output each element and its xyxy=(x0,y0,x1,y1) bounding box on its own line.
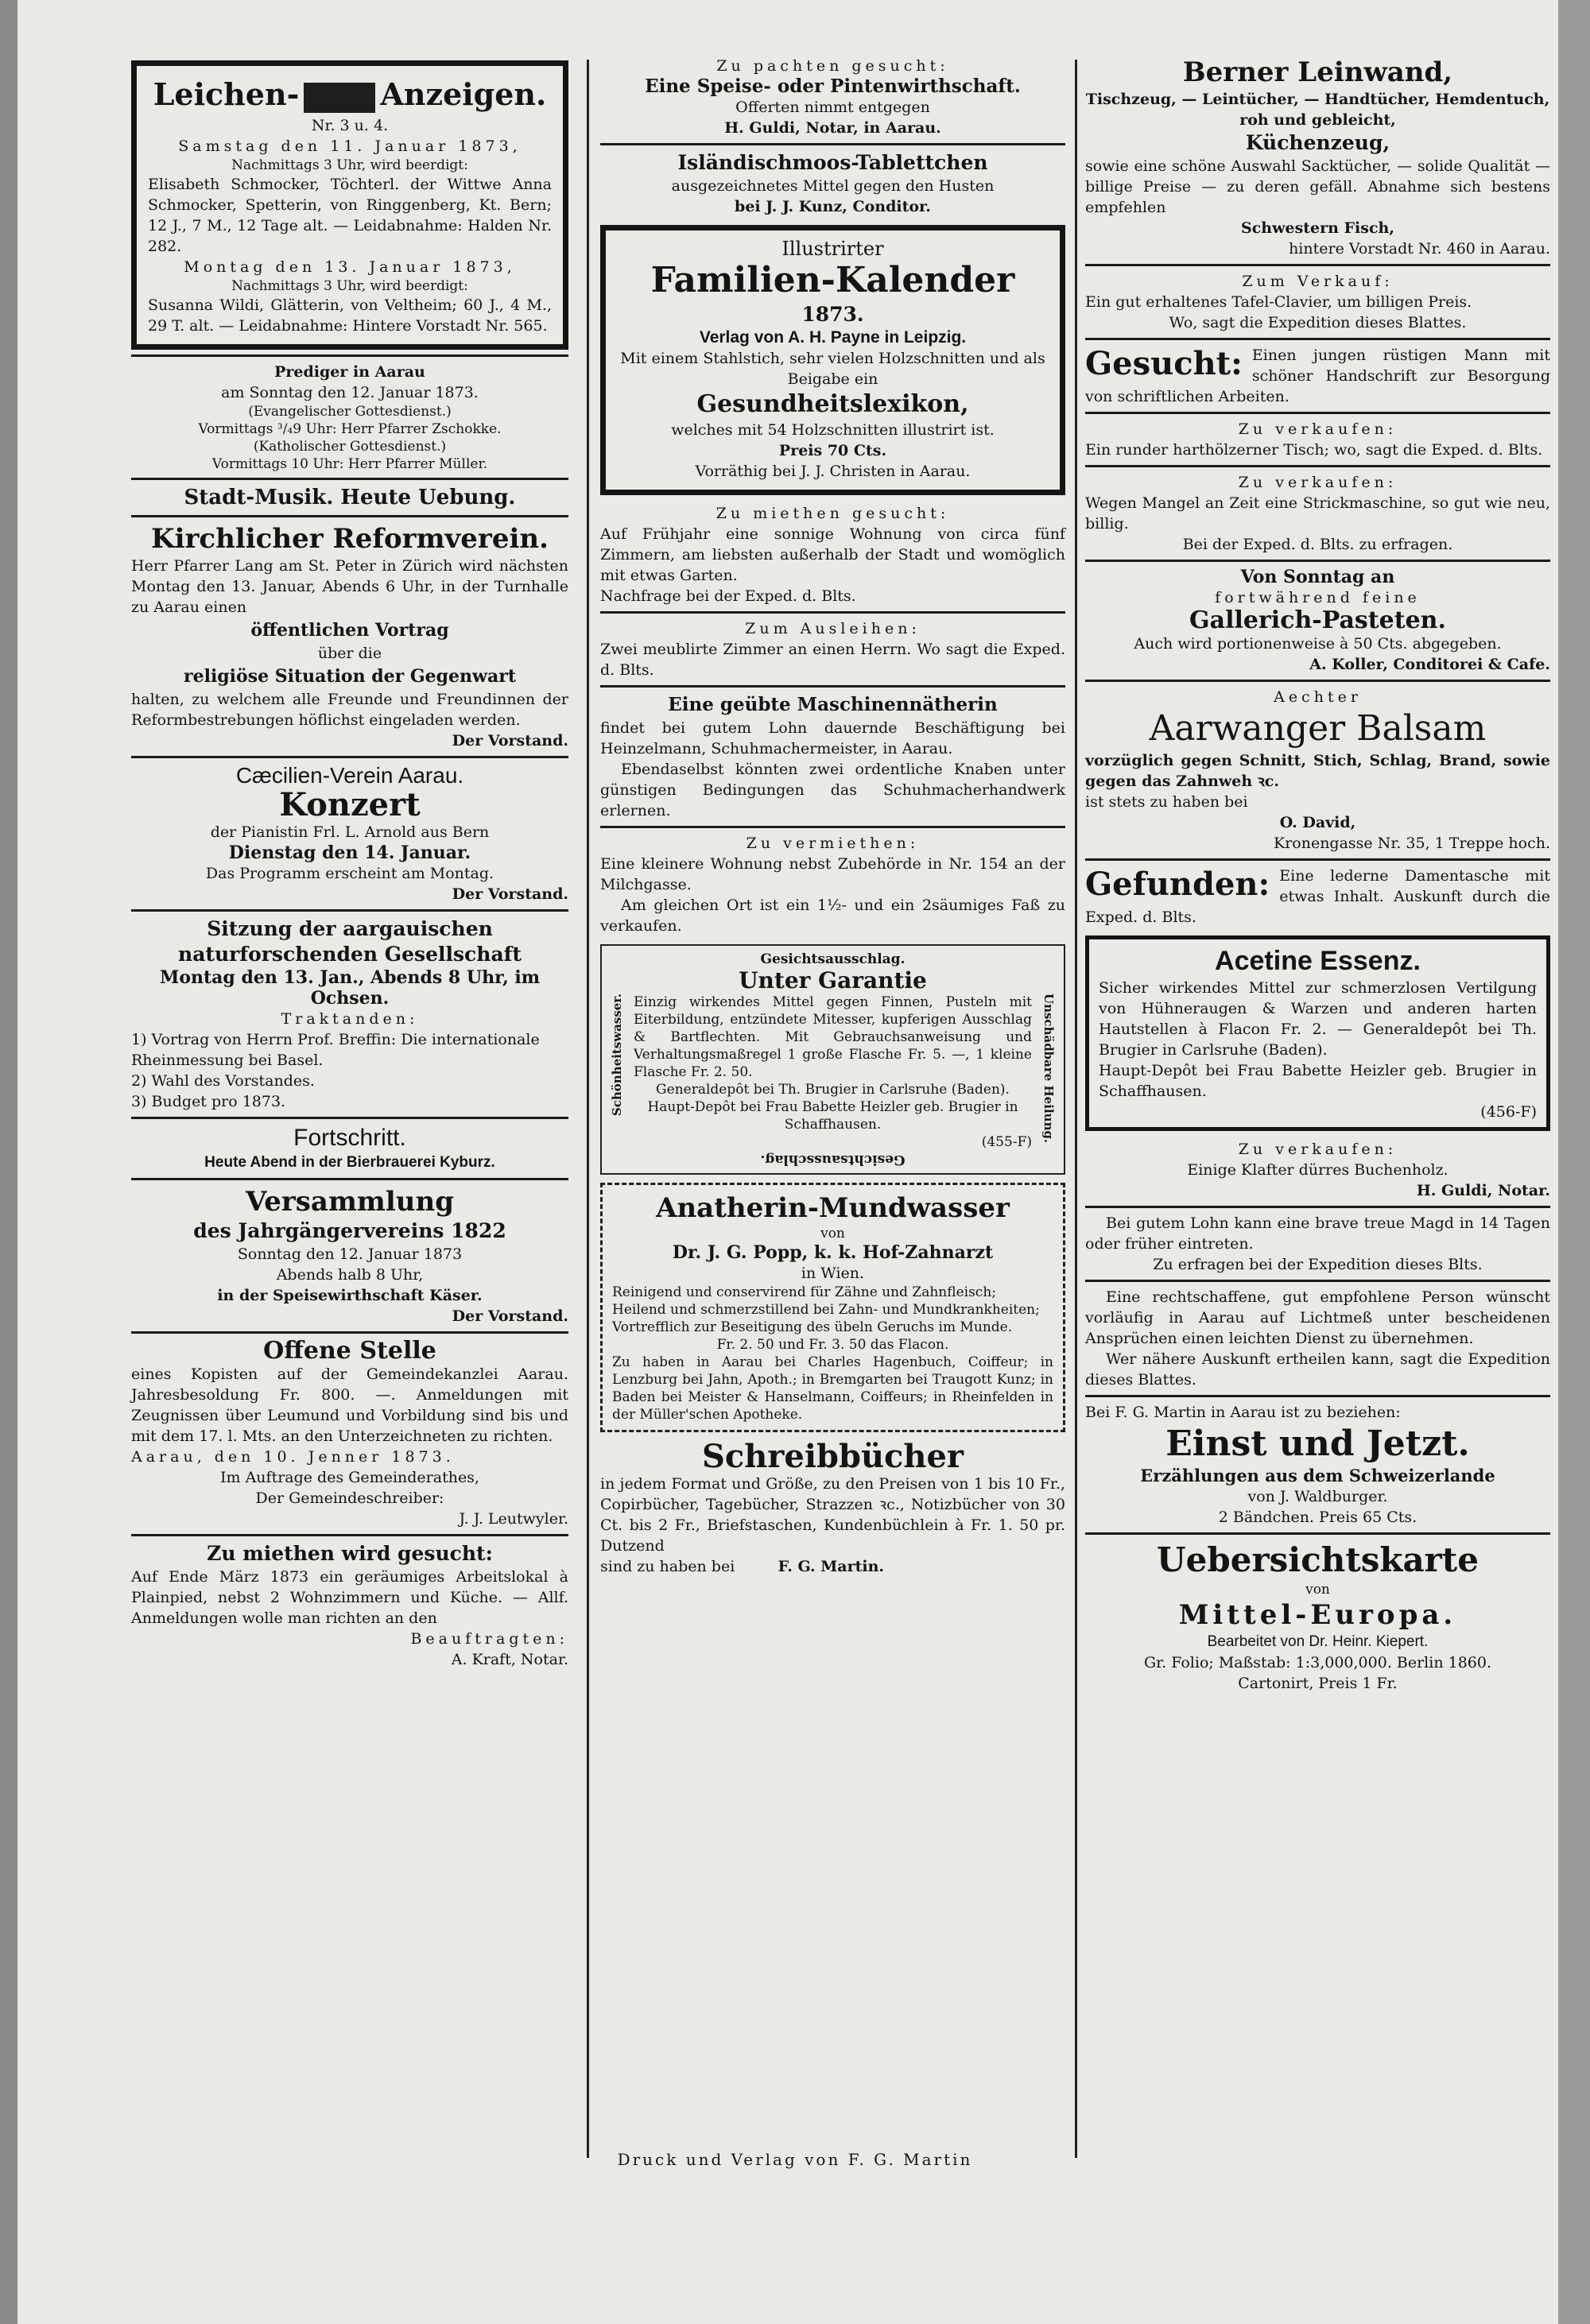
body: Zu haben in Aarau bei Charles Hagenbuch, Coiffeur; in Lenzburg bei Jahn, Apoth.; in Bremgarten bei Traugott Kunz; in Baden bei Meister & Hanselmann, Coiffeurs; in Rheinfelden in der Müller'schen Apotheke. xyxy=(612,1354,1053,1423)
product: Gallerich-Pasteten. xyxy=(1189,606,1446,634)
body: Einige Klafter dürres Buchenholz. xyxy=(1187,1161,1448,1179)
page-edge-left xyxy=(0,0,17,2324)
line: Vormittags ³/₄9 Uhr: Herr Pfarrer Zschokke. xyxy=(198,421,502,437)
caecilien-ad xyxy=(131,763,568,904)
heading: Cæcilien-Verein Aarau. xyxy=(235,763,464,788)
heading: Offene Stelle xyxy=(263,1337,436,1365)
publisher: Verlag von A. H. Payne in Leipzig. xyxy=(699,328,967,347)
tisch-ad xyxy=(1085,419,1550,460)
heading: Zu miethen wird gesucht: xyxy=(207,1542,493,1565)
body: in jedem Format und Größe, zu den Preisen von 1 bis 10 Fr., Copirbücher, Tagebücher, Strazzen ꝛc., Notizbücher von 30 Ct. bis 2 Fr., Briefstaschen, Kundenbüchlein à Fr. 1. 50 pr. Dutzend xyxy=(600,1475,1065,1555)
line: Küchenzeug, xyxy=(1245,131,1390,154)
gefunden-ad xyxy=(1085,866,1550,928)
line xyxy=(600,1556,1065,1577)
date-1: Samstag den 11. Januar 1873, xyxy=(178,138,522,155)
line: Im Auftrage des Gemeinderathes, xyxy=(220,1469,479,1486)
price: Preis 70 Cts. xyxy=(778,442,887,459)
gesundheitslexikon: Gesundheitslexikon, xyxy=(696,390,969,418)
line: (Evangelischer Gottesdienst.) xyxy=(248,404,452,420)
body: Bei gutem Lohn kann eine brave treue Magd in 14 Tagen oder früher eintreten. xyxy=(1085,1214,1550,1253)
heading: Berner Leinwand, xyxy=(1182,56,1453,88)
heading: Zu verkaufen: xyxy=(1238,1141,1398,1158)
line: Abends halb 8 Uhr, xyxy=(276,1266,424,1284)
familien-kalender-ad xyxy=(600,225,1065,495)
line: Nachfrage bei der Exped. d. Blts. xyxy=(600,587,856,605)
item: 3) Budget pro 1873. xyxy=(131,1093,286,1110)
versammlung-ad xyxy=(131,1185,568,1327)
column-rule-1 xyxy=(587,60,589,2158)
body: Wer nähere Auskunft ertheilen kann, sagt die Expedition dieses Blattes. xyxy=(1085,1350,1550,1389)
heading: Unter Garantie xyxy=(739,967,927,994)
divider xyxy=(131,354,568,357)
divider xyxy=(131,1117,568,1119)
line: bei J. J. Kunz, Conditor. xyxy=(735,198,931,215)
line: Das Programm erscheint am Montag. xyxy=(205,865,494,882)
item: 2) Wahl des Vorstandes. xyxy=(131,1072,315,1090)
signature: O. David, xyxy=(1279,814,1356,831)
body: Auf Ende März 1873 ein geräumiges Arbeitslokal à Plainpied, nebst 2 Wohnzimmern und Küche. — Allf. Anmeldungen wolle man richten an den xyxy=(131,1568,568,1627)
line: Mit einem Stahlstich, sehr vielen Holzschnitten und als Beigabe ein xyxy=(620,350,1045,388)
divider xyxy=(1085,858,1550,861)
line: Heilend und schmerzstillend bei Zahn- und Mundkrankheiten; xyxy=(612,1302,1040,1318)
heading: Zu pachten gesucht: xyxy=(716,57,949,75)
line: öffentlichen Vortrag xyxy=(250,620,449,641)
pasteten-ad xyxy=(1085,567,1550,675)
line: von xyxy=(820,1226,845,1241)
leinwand-ad xyxy=(1085,56,1550,259)
heading: Zu verkaufen: xyxy=(1238,420,1398,438)
concert-title: Konzert xyxy=(279,786,421,823)
price: 2 Bändchen. Preis 65 Cts. xyxy=(1218,1509,1417,1526)
line: am Sonntag den 12. Januar 1873. xyxy=(221,384,479,401)
heading: Illustrirter xyxy=(781,238,884,260)
line: Heute Abend in der Bierbrauerei Kyburz. xyxy=(204,1154,495,1171)
line: Bei der Exped. d. Blts. zu erfragen. xyxy=(1182,536,1453,553)
heading: Zu miethen gesucht: xyxy=(716,505,950,522)
signature: F. G. Martin. xyxy=(778,1558,885,1575)
top-label: Gesichtsausschlag. xyxy=(760,951,906,967)
line: Beauftragten: xyxy=(410,1630,568,1648)
column-right xyxy=(1085,56,1550,1694)
divider xyxy=(600,611,1065,614)
line: ist stets zu haben bei xyxy=(1085,793,1248,811)
divider xyxy=(1085,1280,1550,1282)
line: Gr. Folio; Maßstab: 1:3,000,000. Berlin 1860. xyxy=(1143,1654,1492,1671)
line: Sonntag den 12. Januar 1873 xyxy=(237,1245,463,1263)
divider xyxy=(1085,264,1550,266)
line: welches mit 54 Holzschnitten illustrirt ist. xyxy=(671,421,995,439)
signature: A. Kraft, Notar. xyxy=(451,1651,568,1668)
heading: Prediger in Aarau xyxy=(274,363,425,381)
signature: Der Vorstand. xyxy=(452,1307,568,1325)
preacher-ad xyxy=(131,362,568,473)
author: von J. Waldburger. xyxy=(1247,1488,1388,1505)
body: Herr Pfarrer Lang am St. Peter in Zürich wird nächsten Montag den 13. Januar, Abends 6 Uhr, in der Turnhalle zu Aarau einen xyxy=(131,557,568,616)
column-left xyxy=(131,56,568,1670)
anatherin-ad xyxy=(600,1183,1065,1432)
line: Generaldepôt bei Th. Brugier in Carlsruhe (Baden). xyxy=(656,1082,1010,1098)
divider xyxy=(1085,465,1550,467)
line: fortwährend feine xyxy=(1215,589,1421,606)
line: Vortrefflich zur Beseitigung des übeln Geruchs im Munde. xyxy=(612,1319,1013,1335)
line: Offerten nimmt entgegen xyxy=(735,99,930,116)
buchenholz-ad xyxy=(1085,1139,1550,1201)
body: Wegen Mangel an Zeit eine Strickmaschine, so gut wie neu, billig. xyxy=(1085,494,1550,533)
line: (Katholischer Gottesdienst.) xyxy=(253,439,447,455)
line: über die xyxy=(317,645,382,662)
wohnung-gesucht-ad xyxy=(600,503,1065,606)
item: 1) Vortrag von Herrn Prof. Breffin: Die internationale Rheinmessung bei Basel. xyxy=(131,1031,540,1069)
heading: Zum Ausleihen: xyxy=(745,620,921,637)
divider xyxy=(131,1534,568,1536)
uebersichtskarte-ad xyxy=(1085,1540,1550,1694)
line: Dienstag den 14. Januar. xyxy=(228,842,471,863)
gesucht-ad xyxy=(1085,345,1550,407)
divider xyxy=(1085,1206,1550,1208)
product: Aarwanger Balsam xyxy=(1149,708,1487,749)
heading: des Jahrgängervereins 1822 xyxy=(193,1219,506,1242)
stadt-musik-ad: Stadt-Musik. Heute Uebung. xyxy=(184,486,516,509)
vermiethen-ad xyxy=(600,833,1065,936)
balsam-ad xyxy=(1085,687,1550,854)
divider xyxy=(600,143,1065,145)
isländischmoos-ad xyxy=(600,150,1065,217)
line: Bearbeitet von Dr. Heinr. Kiepert. xyxy=(1207,1633,1429,1650)
side-label-left: Schönheitswasser. xyxy=(610,994,624,1117)
line: Vorräthig bei J. J. Christen in Aarau. xyxy=(695,463,971,480)
side-label-right: Unschädbare Heilung. xyxy=(1041,994,1056,1144)
line: Montag den 13. Jan., Abends 8 Uhr, im Ochsen. xyxy=(159,967,541,1009)
subtitle: Erzählungen aus dem Schweizerlande xyxy=(1140,1466,1495,1485)
price: Fr. 2. 50 und Fr. 3. 50 das Flacon. xyxy=(716,1337,949,1353)
signature: H. Guldi, Notar, in Aarau. xyxy=(724,119,941,137)
signature: J. J. Leutwyler. xyxy=(459,1510,568,1528)
divider xyxy=(600,685,1065,688)
schreibbuecher-ad xyxy=(600,1440,1065,1577)
column-rule-2 xyxy=(1075,60,1077,2158)
line: der Pianistin Frl. L. Arnold aus Bern xyxy=(210,823,490,841)
line: Dr. J. G. Popp, k. k. Hof-Zahnarzt xyxy=(672,1242,994,1263)
divider xyxy=(131,478,568,480)
page-edge-right xyxy=(1558,0,1590,2324)
arbeitslokal-ad xyxy=(131,1541,568,1670)
title: Mittel-Europa. xyxy=(1178,1599,1457,1631)
magd-ad xyxy=(1085,1213,1550,1275)
line: ausgezeichnetes Mittel gegen den Husten xyxy=(671,177,995,195)
body: Eine lederne Damentasche mit etwas Inhalt. Auskunft durch die Exped. d. Blts. xyxy=(1085,867,1550,926)
year: 1873. xyxy=(801,303,864,326)
body: Ein runder harthölzerner Tisch; wo, sagt die Exped. d. Blts. xyxy=(1085,441,1543,459)
line: Haupt-Depôt bei Frau Babette Heizler geb. Brugier in Schaffhausen. xyxy=(647,1099,1018,1133)
body: Ebendaselbst könnten zwei ordentliche Knaben unter günstigen Bedingungen das Schuhmacherhandwerk erlernen. xyxy=(600,761,1065,819)
strickmaschine-ad xyxy=(1085,472,1550,555)
death-notices-title xyxy=(148,74,552,115)
date-2: Montag den 13. Januar 1873, xyxy=(184,258,516,276)
body: Einen jungen rüstigen Mann mit schöner Handschrift zur Besorgung von schriftlichen Arbeiten. xyxy=(1085,347,1550,405)
price: Cartonirt, Preis 1 Fr. xyxy=(1238,1675,1398,1692)
offene-stelle-ad xyxy=(131,1338,568,1529)
time-2: Nachmittags 3 Uhr, wird beerdigt: xyxy=(231,278,468,294)
imprint-footer: Druck und Verlag von F. G. Martin xyxy=(617,2150,973,2169)
time-1: Nachmittags 3 Uhr, wird beerdigt: xyxy=(231,157,468,173)
divider xyxy=(131,1331,568,1334)
line: Eine Speise- oder Pintenwirthschaft. xyxy=(645,76,1021,97)
body: Zwei meublirte Zimmer an einen Herrn. Wo sagt die Exped. d. Blts. xyxy=(600,641,1065,679)
mourning-ornament xyxy=(304,83,375,113)
heading: Acetine Essenz. xyxy=(1215,946,1421,976)
heading: Aechter xyxy=(1274,688,1362,706)
divider xyxy=(1085,1395,1550,1397)
body: halten, zu welchem alle Freunde und Freundinnen der Reformbestrebungen höflichst eingeladen werden. xyxy=(131,691,568,729)
divider xyxy=(600,826,1065,828)
heading: Zu vermiethen: xyxy=(746,835,920,852)
fortschritt-ad xyxy=(131,1124,568,1173)
body: eines Kopisten auf der Gemeindekanzlei Aarau. Jahresbesoldung Fr. 800. —. Anmeldungen mit Zeugnissen über Leumund und Vorbildung sind bis und mit dem 17. l. Mts. an den Unterzeichneten zu richten. xyxy=(131,1365,568,1445)
line: Der Gemeindeschreiber: xyxy=(255,1489,444,1507)
pacht-ad xyxy=(600,56,1065,138)
divider xyxy=(131,1178,568,1180)
line: Traktanden: xyxy=(281,1010,419,1028)
heading: Von Sonntag an xyxy=(1240,567,1395,587)
body: Einzig wirkendes Mittel gegen Finnen, Pusteln mit Eiterbildung, entzündete Mitesser, kupferigen Ausschlag & Bartflechten. Mit Gebrauchsanweisung und Verhaltungsmaßregel 1 große Flasche Fr. 5. —, 1 kleine Flasche Fr. 2. 50. xyxy=(634,994,1032,1080)
line: in Wien. xyxy=(801,1265,865,1282)
line: Zu erfragen bei der Expedition dieses Blts. xyxy=(1153,1256,1483,1273)
heading: Sitzung der aargauischen naturforschenden Gesellschaft xyxy=(178,917,522,966)
heading: Anatherin-Mundwasser xyxy=(656,1192,1010,1224)
naturforscher-ad xyxy=(131,916,568,1112)
divider xyxy=(1085,680,1550,682)
line: Haupt-Depôt bei Frau Babette Heizler geb. Brugier in Schaffhausen. xyxy=(1099,1062,1537,1100)
clavier-ad xyxy=(1085,271,1550,333)
signature: Schwestern Fisch, xyxy=(1241,219,1394,237)
ausleihen-ad xyxy=(600,618,1065,680)
acetine-ad xyxy=(1085,935,1550,1131)
bottom-label: Gesichtsausschlag. xyxy=(760,1152,906,1168)
title: Familien-Kalender xyxy=(650,260,1015,300)
body: Am gleichen Ort ist ein 1½- und ein 2säumiges Faß zu verkaufen. xyxy=(600,897,1065,935)
body: findet bei gutem Lohn dauernde Beschäftigung bei Heinzelmann, Schuhmachermeister, in Aarau. xyxy=(600,719,1065,757)
body: Ein gut erhaltenes Tafel-Clavier, um billigen Preis. xyxy=(1085,293,1472,311)
signature: A. Koller, Conditorei & Cafe. xyxy=(1309,656,1550,673)
title-part-1: Leichen- xyxy=(153,76,300,112)
body: sowie eine schöne Auswahl Sacktücher, — solide Qualität — billige Preise — zu deren gefäll. Abnahme sich bestens empfehlen xyxy=(1085,157,1550,216)
line: Vormittags 10 Uhr: Herr Pfarrer Müller. xyxy=(211,456,488,472)
line: religiöse Situation der Gegenwart xyxy=(184,666,516,687)
signature: H. Guldi, Notar. xyxy=(1416,1182,1550,1199)
einst-jetzt-ad xyxy=(1085,1402,1550,1528)
deceased-1: Elisabeth Schmocker, Töchterl. der Wittwe Anna Schmocker, Spetterin, von Ringgenberg, Kt. Bern; 12 J., 7 M., 12 Tage alt. — Leidabnahme: Halden Nr. 282. xyxy=(148,176,552,255)
divider xyxy=(1085,338,1550,340)
signature: Der Vorstand. xyxy=(452,732,568,749)
line: Bei F. G. Martin in Aarau ist zu beziehen: xyxy=(1085,1404,1401,1421)
naetherin-ad xyxy=(600,692,1065,821)
heading: Versammlung xyxy=(245,1186,455,1218)
text: sind zu haben bei xyxy=(600,1558,735,1575)
deceased-2: Susanna Wildi, Glätterin, von Veltheim; 60 J., 4 M., 29 T. alt. — Leidabnahme: Hintere Vorstadt Nr. 565. xyxy=(148,296,552,335)
line: Reinigend und conservirend für Zähne und Zahnfleisch; xyxy=(612,1284,996,1300)
reformverein-ad xyxy=(131,522,568,751)
heading: Zum Verkauf: xyxy=(1242,273,1394,290)
body: vorzüglich gegen Schnitt, Stich, Schlag, Brand, sowie gegen das Zahnweh ꝛc. xyxy=(1085,752,1550,790)
garantie-ad xyxy=(600,944,1065,1175)
title-part-2: Anzeigen. xyxy=(380,76,547,112)
heading: Gesucht: xyxy=(1085,345,1243,382)
death-notices-ad xyxy=(131,60,568,350)
body: Sicher wirkendes Mittel zur schmerzlosen Vertilgung von Hühneraugen & Warzen und anderen harten Hautstellen à Flacon Fr. 2. — Generaldepôt bei Th. Brugier in Carlsruhe (Baden). xyxy=(1099,979,1537,1059)
heading: Uebersichtskarte xyxy=(1157,1540,1479,1579)
notice-number: Nr. 3 u. 4. xyxy=(311,117,389,134)
heading: Einst und Jetzt. xyxy=(1165,1423,1470,1464)
heading: Zu verkaufen: xyxy=(1238,474,1398,491)
heading: Gefunden: xyxy=(1085,866,1270,903)
heading: Kirchlicher Reformverein. xyxy=(151,523,549,555)
line: Wo, sagt die Expedition dieses Blattes. xyxy=(1169,314,1467,331)
divider xyxy=(131,909,568,912)
line: Tischzeug, — Leintücher, — Handtücher, Hemdentuch, roh und gebleicht, xyxy=(1085,91,1550,129)
body: Auf Frühjahr eine sonnige Wohnung von circa fünf Zimmern, am liebsten außerhalb der Stadt und womöglich mit etwas Garten. xyxy=(600,525,1065,584)
line: von xyxy=(1305,1582,1330,1598)
divider xyxy=(1085,560,1550,562)
body: Eine kleinere Wohnung nebst Zubehörde in Nr. 154 an der Milchgasse. xyxy=(600,855,1065,893)
heading: Schreibbücher xyxy=(701,1438,964,1475)
ad-code: (455-F) xyxy=(981,1134,1032,1150)
body: Eine rechtschaffene, gut empfohlene Person wünscht vorläufig in Aarau auf Lichtmeß unter bescheidenen Ansprüchen einen leichten Dienst zu übernehmen. xyxy=(1085,1288,1550,1347)
divider xyxy=(131,756,568,758)
heading: Eine geübte Maschinennätherin xyxy=(668,694,998,715)
address: hintere Vorstadt Nr. 460 in Aarau. xyxy=(1289,240,1550,258)
address: Kronengasse Nr. 35, 1 Treppe hoch. xyxy=(1274,835,1550,852)
dienst-ad xyxy=(1085,1287,1550,1390)
divider xyxy=(1085,1532,1550,1535)
heading: Fortschritt. xyxy=(293,1125,406,1151)
divider xyxy=(131,515,568,517)
date: Aarau, den 10. Jenner 1873. xyxy=(131,1448,455,1466)
ad-code: (456-F) xyxy=(1480,1103,1537,1121)
line: in der Speisewirthschaft Käser. xyxy=(217,1287,483,1304)
line: Auch wird portionenweise à 50 Cts. abgegeben. xyxy=(1134,635,1502,653)
heading: Isländischmoos-Tablettchen xyxy=(677,151,988,174)
column-middle xyxy=(600,56,1065,1577)
divider xyxy=(1085,412,1550,414)
signature: Der Vorstand. xyxy=(452,885,568,903)
